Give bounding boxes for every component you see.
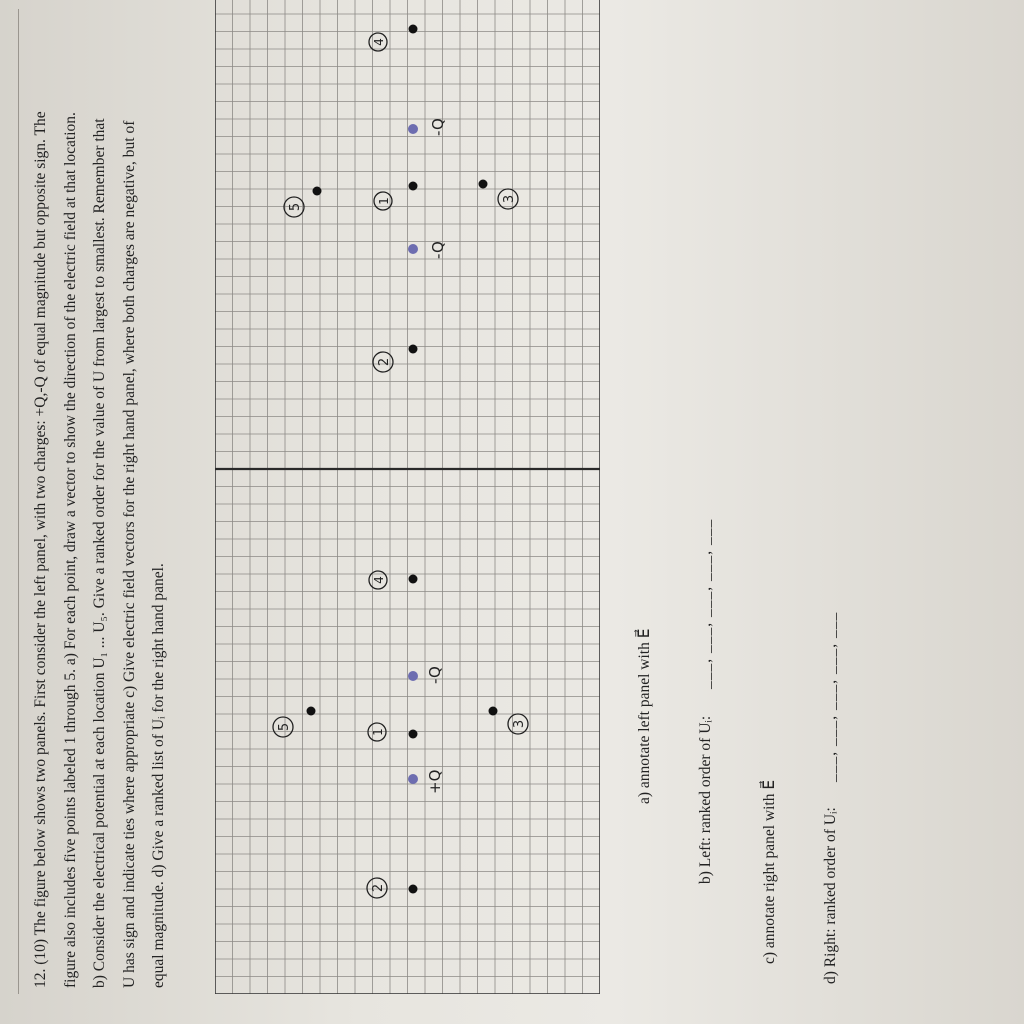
left-point-1	[409, 730, 418, 739]
problem-line-1: 12. (10) The figure below shows two panels. First consider the left panel, with two charges: +Q,-Q of equal magnitude but opposite sign. The	[32, 111, 49, 988]
answer-d-label: d) Right: ranked order of Uᵢ:	[822, 807, 839, 984]
right-point-5	[313, 187, 322, 196]
right-point-2	[409, 345, 418, 354]
answer-b-blanks[interactable]: ___, ___, ___, ___, ___	[697, 518, 714, 689]
right-point-1	[409, 182, 418, 191]
left-point-2	[409, 885, 418, 894]
right-point-3	[479, 180, 488, 189]
answer-a-label: a) annotate left panel with E⃗	[636, 628, 653, 804]
right-point-label-5: 5	[288, 202, 303, 212]
right-point-label-1: 1	[377, 197, 391, 205]
left-charge-negative-label: -Q	[426, 666, 444, 684]
left-point-label-3: 3	[512, 719, 527, 729]
right-point-label-2: 2	[377, 357, 392, 367]
right-charge-b-label: -Q	[429, 118, 447, 136]
left-point-label-2: 2	[371, 883, 386, 893]
right-point-4	[409, 25, 418, 34]
problem-line-4: U has sign and indicate ties where appropriate c) Give electric field vectors for the right hand panel, where both charges are negative, but of	[120, 120, 138, 988]
top-rule	[18, 9, 19, 994]
right-charge-a-label: -Q	[429, 241, 447, 259]
left-point-label-5: 5	[277, 722, 292, 732]
left-point-label-4: 4	[372, 576, 386, 584]
problem-line-3: b) Consider the electrical potential at each location U₁ ... U₅. Give a ranked order for the value of U from largest to smallest. Remember that	[91, 118, 108, 988]
left-point-5	[307, 707, 316, 716]
left-charge-negative	[408, 671, 418, 681]
right-point-label-3: 3	[502, 194, 517, 204]
right-point-label-4: 4	[372, 38, 386, 46]
answer-c-label: c) annotate right panel with E⃗	[761, 779, 778, 964]
left-panel	[273, 571, 528, 898]
left-point-label-1: 1	[371, 728, 385, 736]
problem-statement	[26, 8, 174, 988]
answer-b-label: b) Left: ranked order of Uᵢ:	[697, 715, 714, 884]
problem-line-5: equal magnitude. d) Give a ranked list of Uᵢ for the right hand panel.	[150, 563, 167, 988]
right-charge-a	[408, 244, 418, 254]
left-point-4	[409, 575, 418, 584]
right-panel	[284, 25, 518, 373]
answer-d-blanks[interactable]: ___, ___, ___, ___, ___	[822, 611, 839, 782]
left-charge-positive	[408, 774, 418, 784]
right-charge-b	[408, 124, 418, 134]
two-panel-grid	[215, 0, 600, 994]
grid-lines	[215, 0, 600, 994]
problem-line-2: figure also includes five points labeled 1 through 5. a) For each point, draw a vector to show the direction of the electric field at that location.	[61, 112, 79, 988]
left-charge-positive-label: +Q	[426, 769, 444, 794]
left-point-3	[489, 707, 498, 716]
